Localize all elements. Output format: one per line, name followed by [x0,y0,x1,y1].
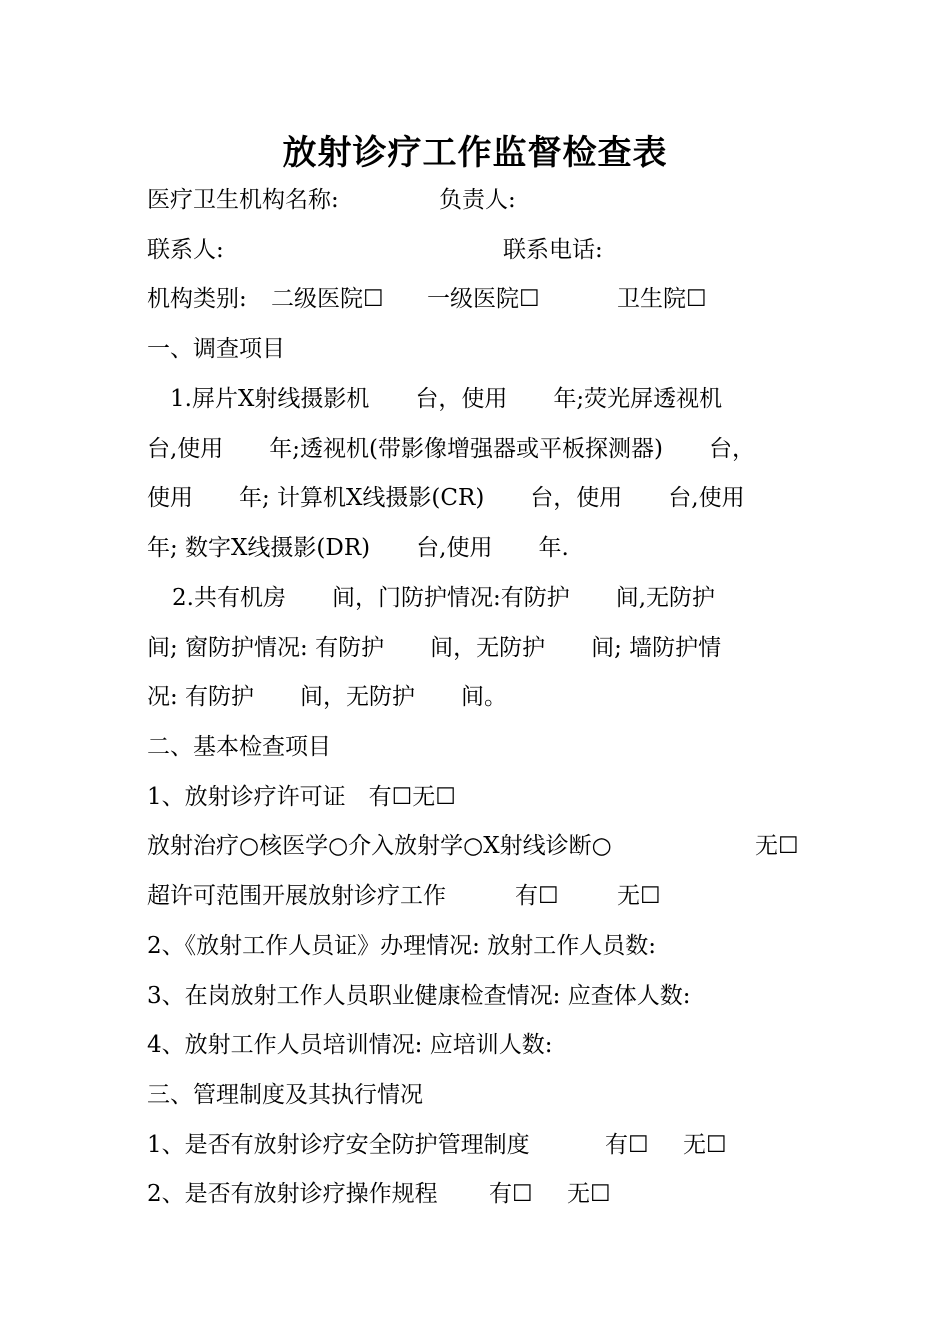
over-scope-no: 无☐ [617,883,661,909]
category-option-level1: 一级医院☐ [427,286,540,312]
page-title: 放射诊疗工作监督检查表 [282,133,668,173]
category-option-clinic: 卫生院☐ [617,286,707,312]
scope-options: 放射治疗○核医学○介入放射学○X射线诊断○ [147,833,612,859]
responsible-label: 负责人: [439,187,516,213]
org-name-label: 医疗卫生机构名称: [147,187,339,213]
procedures-no: 无☐ [567,1181,611,1207]
item2-line-2: 间; 窗防护情况: 有防护 间，无防护 间; 墙防护情 [147,635,722,661]
section3-heading: 三、管理制度及其执行情况 [147,1082,423,1108]
item1-line-2: 台,使用 年;透视机(带影像增强器或平板探测器) 台， [147,436,756,462]
safety-rules-no: 无☐ [683,1132,727,1158]
scope-none: 无☐ [755,833,799,859]
over-scope-yes: 有☐ [515,883,559,909]
health-check-row: 3、在岗放射工作人员职业健康检查情况: 应查体人数: [147,983,691,1009]
contact-label: 联系人: [147,237,224,263]
license-row: 1、放射诊疗许可证 有☐无☐ [147,784,456,810]
item1-line-3: 使用 年; 计算机X线摄影(CR) 台，使用 台,使用 [147,485,745,511]
training-row: 4、放射工作人员培训情况: 应培训人数: [147,1032,553,1058]
safety-rules-yes: 有☐ [605,1132,649,1158]
procedures-label: 2、是否有放射诊疗操作规程 [147,1181,438,1207]
category-option-level2: 二级医院☐ [271,286,384,312]
phone-label: 联系电话: [503,237,603,263]
item1-line-4: 年; 数字X线摄影(DR) 台,使用 年. [147,535,569,561]
staff-cert-row: 2、《放射工作人员证》办理情况: 放射工作人员数: [147,933,656,959]
safety-rules-label: 1、是否有放射诊疗安全防护管理制度 [147,1132,530,1158]
over-scope-label: 超许可范围开展放射诊疗工作 [147,883,446,909]
section1-heading: 一、调查项目 [147,336,285,362]
item1-line-1: 1.屏片X射线摄影机 台，使用 年;荧光屏透视机 [170,386,723,412]
item2-line-3: 况: 有防护 间，无防护 间。 [147,684,508,710]
section2-heading: 二、基本检查项目 [147,734,331,760]
procedures-yes: 有☐ [489,1181,533,1207]
category-label: 机构类别: [147,286,247,312]
item2-line-1: 2.共有机房 间，门防护情况:有防护 间,无防护 [172,585,716,611]
